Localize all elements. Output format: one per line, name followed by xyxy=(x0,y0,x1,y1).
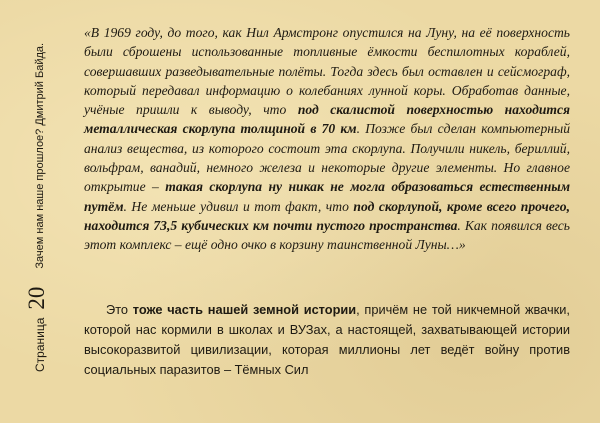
page-number: 20 xyxy=(24,286,49,310)
body-text-segment: , причём не той никчемной жвачки, которой нас кормили в школах и ВУЗах, а настоящей, захватывающей истории высокоразвитой цивилизации, которая миллионы лет ведёт войну против социальных паразитов – Тёмных Сил xyxy=(84,302,570,377)
quote-text-segment: . Не меньше удивил и тот факт, что xyxy=(123,198,354,214)
quote-paragraph xyxy=(84,23,570,255)
sidebar-rotated-text xyxy=(12,32,48,372)
page-sidebar xyxy=(0,0,52,423)
running-title: Зачем нам наше прошлое? Дмитрий Байда. xyxy=(34,42,46,269)
quote-emphasis-segment: под скорлупой, кроме всего прочего, находится 73,5 кубических км почти пустого пространства xyxy=(84,198,570,233)
quote-emphasis-segment: под скалистой поверхностью находится металлическая скорлупа толщиной в 70 км xyxy=(84,102,570,137)
quote-text-segment: «В 1969 году, до того, как Нил Армстронг опустился на Луну, на её поверхность были сброшены использованные топливные ёмкости беспилотных кораблей, совершавших разведывательные полёты. Тогда здесь был оставлен и сейсмограф, который передавал информацию о колебаниях лунной коры. Обработав данные, учёные пришли к выводу, что xyxy=(84,25,570,118)
quote-emphasis-segment: такая скорлупа ну никак не могла образоваться естественным путём xyxy=(84,179,571,214)
page-number-label: Страница xyxy=(33,317,47,372)
body-paragraph xyxy=(84,300,570,380)
quote-text-segment: . Позже был сделан компьютерный анализ вещества, из которого состоит эта скорлупа. Получили никель, бериллий, вольфрам, ванадий, немного железа и некоторые другие элементы. Но главное открытие – xyxy=(84,121,570,195)
body-text-segment: Это xyxy=(106,302,133,317)
body-emphasis-segment: тоже часть нашей земной истории xyxy=(132,302,357,317)
quote-text-segment: . Как появился весь этот комплекс – ещё одно очко в корзину таинственной Луны…» xyxy=(84,217,570,253)
